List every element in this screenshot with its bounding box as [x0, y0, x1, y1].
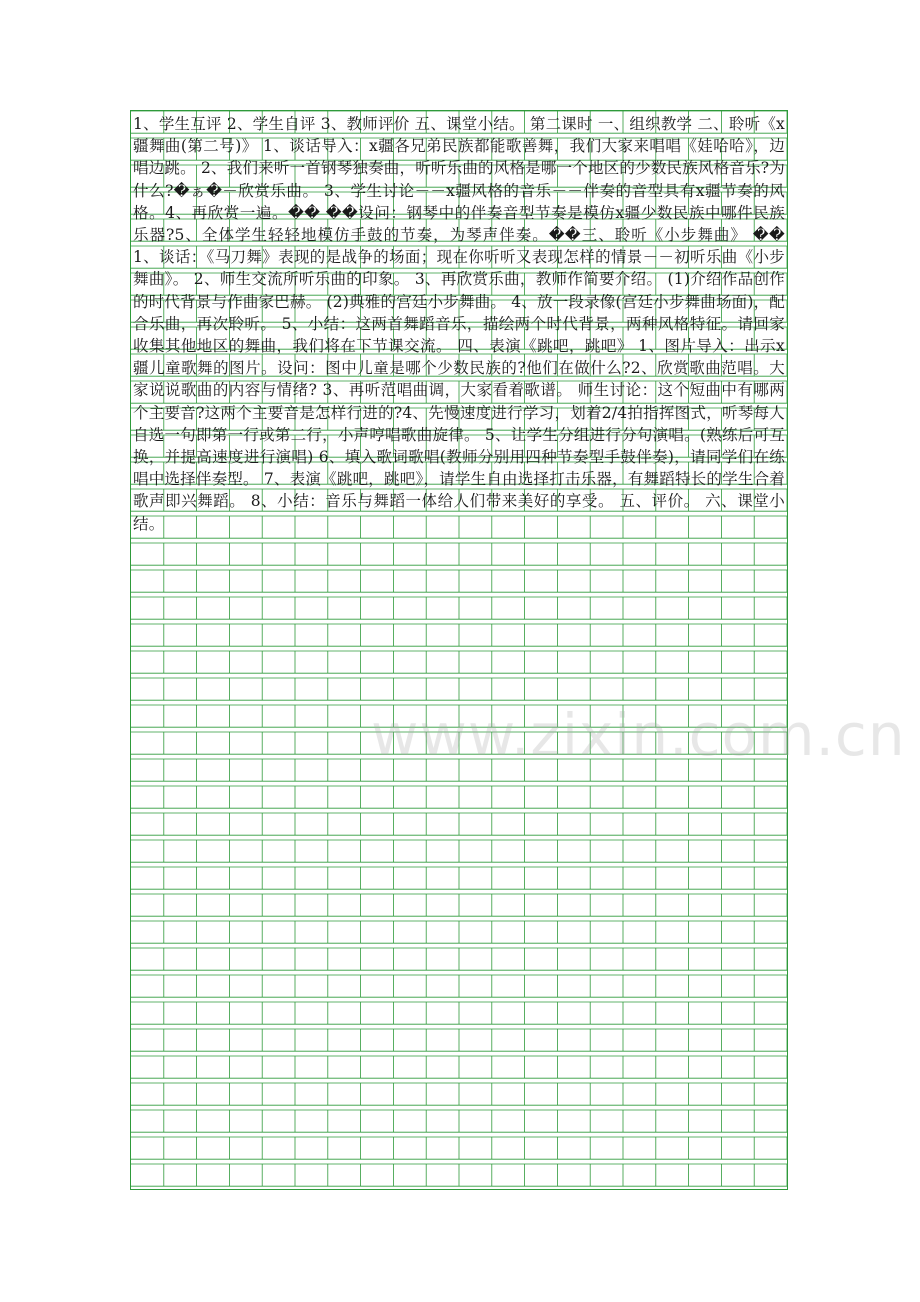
lesson-plan-text: 1、学生互评 2、学生自评 3、教师评价 五、课堂小结。 第二课时 一、组织教学 二、聆听《x疆舞曲(第二号)》 1、谈话导入：x疆各兄弟民族都能歌善舞，我们大家来唱唱《娃哈哈》，边唱边跳。 2、我们来听一首钢琴独奏曲，听听乐曲的风格是哪一个地区的少数民族风格音乐?为什么?�ぁ�－欣赏乐曲。 3、学生讨论－－x疆风格的音乐－－伴奏的音型具有x疆节奏的风格。4、再欣赏一遍。�� ��设问：钢琴中的伴奏音型节奏是模仿x疆少数民族中哪件民族乐器?5、全体学生轻轻地模仿手鼓的节奏，为琴声伴奏。��三、聆听《小步舞曲》 �� 1、谈话：《马刀舞》表现的是战争的场面；现在你听听又表现怎样的情景－－初听乐曲《小步舞曲》。 2、师生交流所听乐曲的印象。 3、再欣赏乐曲，教师作简要介绍。 (1)介绍作品创作的时代背景与作曲家巴赫。 (2)典雅的宫廷小步舞曲。 4、放一段录像(宫廷小步舞曲场面)，配合乐曲，再次聆听。 5、小结：这两首舞蹈音乐，描绘两个时代背景，两种风格特征。请回家收集其他地区的舞曲，我们将在下节课交流。 四、表演《跳吧，跳吧》 1、图片导入：出示x疆儿童歌舞的图片。设问：图中儿童是哪个少数民族的?他们在做什么?2、欣赏歌曲范唱。大家说说歌曲的内容与情绪? 3、再听范唱曲调，大家看着歌谱。 师生讨论：这个短曲中有哪两个主要音?这两个主要音是怎样行进的?4、先慢速度进行学习，划着2/4拍指挥图式，听琴每人自选一句即第一行或第二行，小声哼唱歌曲旋律。 5、让学生分组进行分句演唱。(熟练后可互换，并提高速度进行演唱) 6、填入歌词歌唱(教师分别用四种节奏型手鼓伴奏)，请同学们在练唱中选择伴奏型。 7、表演《跳吧，跳吧》，请学生自由选择打击乐器，有舞蹈特长的学生合着歌声即兴舞蹈。 8、小结：音乐与舞蹈一体给人们带来美好的享受。 五、评价。 六、课堂小结。: [133, 115, 785, 533]
watermark: www.zixin.com.cn: [371, 701, 906, 769]
grid-paper: [130, 110, 906, 1190]
